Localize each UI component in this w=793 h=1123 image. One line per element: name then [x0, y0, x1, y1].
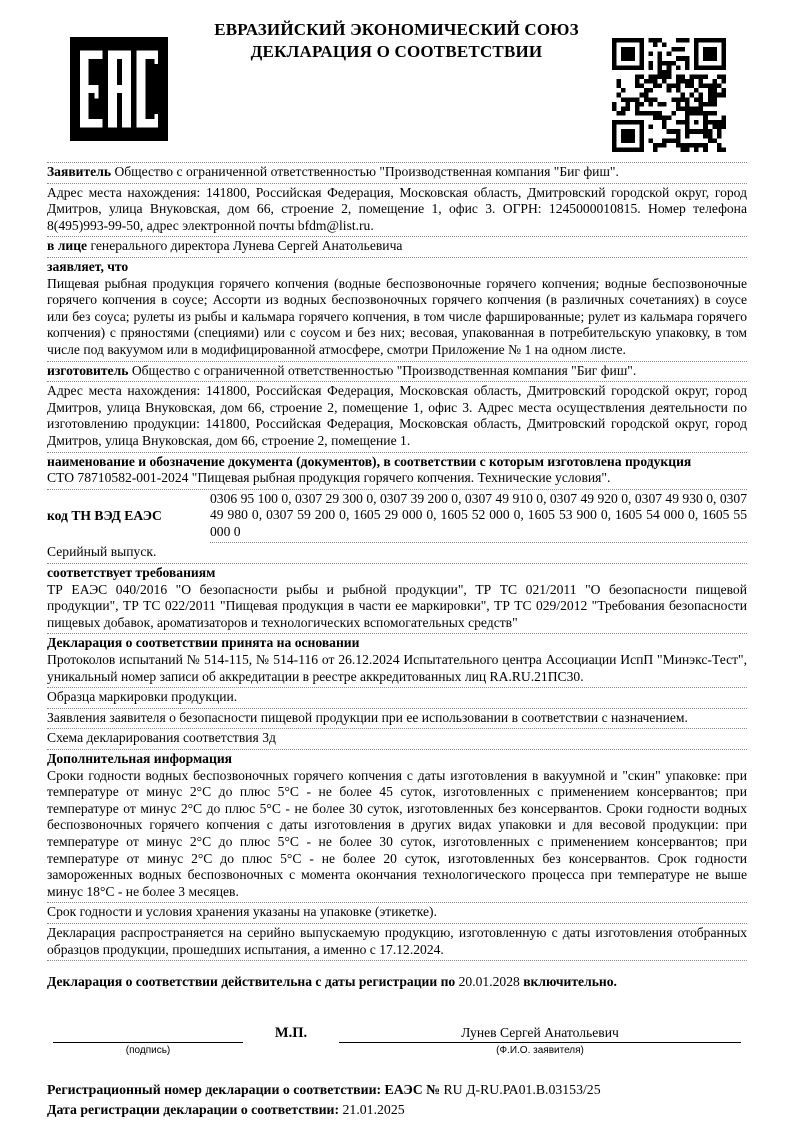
- tnved-codes: 0306 95 100 0, 0307 29 300 0, 0307 39 200 0, 0307 49 910 0, 0307 49 920 0, 0307 49 930 0, 0307 49 980 0, 0307 59 200 0, 1605 29 000 0, 1605 52 000 0, 1605 53 900 0, 1605 54 000 0, 1605 55 000 0: [210, 490, 747, 544]
- declaration-body: [47, 162, 747, 1120]
- manufacturer-row: [47, 362, 747, 383]
- document-basis-value: СТО 78710582-001-2024 "Пищевая рыбная продукция горячего копчения. Технические условия".: [47, 470, 611, 486]
- registration-date-label: Дата регистрации декларации о соответствии:: [47, 1101, 340, 1117]
- registration-number-label: Регистрационный номер декларации о соответствии: ЕАЭС №: [47, 1081, 441, 1097]
- applicant-value: Общество с ограниченной ответственностью "Производственная компания "Биг фиш".: [114, 164, 619, 179]
- validity-label: Декларация о соответствии действительна с даты регистрации по: [47, 974, 456, 990]
- declares-section: [47, 258, 747, 362]
- eac-mark-icon: [70, 37, 168, 141]
- registration-block: [47, 1080, 747, 1120]
- basis-text: Протоколов испытаний № 514-115, № 514-116 от 26.12.2024 Испытательного центра Ассоциации ИспП "Минэкс-Тест", уникальный номер записи об аккредитации в реестре аккредитованных лиц RA.RU.21ПС30.: [47, 652, 747, 684]
- stamp-place-label: М.П.: [274, 1025, 308, 1042]
- additional-info-section: [47, 750, 747, 903]
- product-description: Пищевая рыбная продукция горячего копчения (водные беспозвоночные горячего копчения; водные беспозвоночные горячего копчения в соусе; Ассорти из водных беспозвоночных горячего копчения (в различных сочетаниях) в соусе или без соуса; рулеты из рыбы и кальмара горячего копчения, в том числе фаршированные; рулет из кальмара горячего копчения) с пряностями (специями) или с соусом и без них; весовая, упакованная в потребительскую упаковку, в том числе под вакуумом или в модифицированной атмосфере, смотри Приложение № 1 на одном листе.: [47, 275, 747, 357]
- applicant-row: [47, 162, 747, 184]
- registration-number-value: RU Д-RU.РА01.В.03153/25: [443, 1081, 601, 1097]
- manufacturer-value: Общество с ограниченной ответственностью "Производственная компания "Биг фиш".: [131, 362, 637, 378]
- registration-date-row: [47, 1100, 747, 1120]
- storage-note-row: Срок годности и условия хранения указаны на упаковке (этикетке).: [47, 903, 747, 924]
- applicant-statement-row: Заявления заявителя о безопасности пищевой продукции при ее использовании в соответствии с назначением.: [47, 709, 747, 730]
- serial-production-row: Серийный выпуск.: [47, 543, 747, 564]
- basis-section: [47, 634, 747, 688]
- registration-number-row: [47, 1080, 747, 1100]
- manufacturer-label: изготовитель: [47, 362, 129, 378]
- additional-info-label: Дополнительная информация: [47, 751, 233, 766]
- signature-area: [53, 1041, 243, 1057]
- applicant-label: Заявитель: [47, 164, 112, 179]
- tnved-section: [47, 490, 747, 544]
- registration-date-value: 21.01.2025: [342, 1101, 405, 1117]
- signature-caption: (подпись): [125, 1044, 171, 1056]
- additional-info-text: Сроки годности водных беспозвоночных горячего копчения с даты изготовления в вакуумной и "скин" упаковке: при температуре от минус 2°С до плюс 5°С - не более 45 суток, изготовленных с применением консервантов; при температуре от минус 2°С до плюс 5°С - не более 30 суток, изготовленных без консервантов. Сроки годности водных беспозвоночных горячего копчения с даты изготовления в других видах упаковки и для весовой продукции: при температуре от минус 2°С до плюс 5°С - не более 30 суток, изготовленных с применением консервантов; при температуре от минус 2°С до плюс 5°С - не более 20 суток, изготовленных без консервантов. Срок годности замороженных водных беспозвоночных с момента окончания технологического процесса при температуре не выше минус 18°С - не более 3 месяцев.: [47, 767, 747, 899]
- in-person-row: [47, 237, 747, 258]
- validity-date: 20.01.2028: [458, 974, 520, 990]
- scheme-row: Схема декларирования соответствия 3д: [47, 729, 747, 750]
- manufacturer-address-row: Адрес места нахождения: 141800, Российская Федерация, Московская область, Дмитровский городской округ, город Дмитров, улица Внуковская, дом 66, строение 2, помещение 1, офис 3. Адрес места осуществления деятельности по изготовлению продукции: 141800, Российская Федерация, Московская область, Дмитровский городской округ, город Дмитров, улица Внуковская, дом 66, строение 2, помещение 1.: [47, 382, 747, 452]
- compliance-text: ТР ЕАЭС 040/2016 "О безопасности рыбы и рыбной продукции", ТР ТС 021/2011 "О безопасности пищевой продукции", ТР ТС 022/2011 "Пищевая продукция в части ее маркировки", ТР ТС 029/2012 "Требования безопасности пищевых добавок, ароматизаторов и технологических вспомогательных средств": [47, 581, 747, 630]
- compliance-label: соответствует требованиям: [47, 565, 216, 581]
- declaration-title: ДЕКЛАРАЦИЯ О СООТВЕТСТВИИ: [250, 42, 543, 61]
- in-person-value: генерального директора Лунева Сергей Анатольевича: [90, 238, 403, 254]
- compliance-section: [47, 564, 747, 634]
- union-title: ЕВРАЗИЙСКИЙ ЭКОНОМИЧЕСКИЙ СОЮЗ: [214, 20, 579, 39]
- signer-name-caption: (Ф.И.О. заявителя): [496, 1044, 584, 1056]
- validity-row: [47, 974, 747, 991]
- declares-label: заявляет, что: [47, 258, 129, 274]
- signature-block: [47, 1025, 747, 1057]
- signer-name-area: [339, 1025, 741, 1057]
- tnved-label: код ТН ВЭД ЕАЭС: [47, 508, 162, 524]
- marking-sample-row: Образца маркировки продукции.: [47, 688, 747, 709]
- qr-code-icon: [612, 38, 726, 152]
- basis-label: Декларация о соответствии принята на основании: [47, 635, 360, 651]
- signer-name: Лунев Сергей Анатольевич: [461, 1024, 619, 1040]
- serial-note-row: Декларация распространяется на серийно выпускаемую продукцию, изготовленную с даты изготовления отобранных образцов продукции, прошедших испытания, а именно с 17.12.2024.: [47, 924, 747, 961]
- document-basis-section: [47, 453, 747, 490]
- applicant-address-row: Адрес места нахождения: 141800, Российская Федерация, Московская область, Дмитровский городской округ, город Дмитров, улица Внуковская, дом 66, строение 2, помещение 1, офис 3. ОГРН: 1245000010815. Номер телефона 8(495)993-99-50, адрес электронной почты bfdm@list.ru.: [47, 184, 747, 238]
- in-person-label: в лице: [47, 238, 88, 254]
- document-basis-label: наименование и обозначение документа (документов), в соответствии с которым изготовлена продукция: [47, 453, 692, 469]
- validity-suffix: включительно.: [523, 974, 617, 990]
